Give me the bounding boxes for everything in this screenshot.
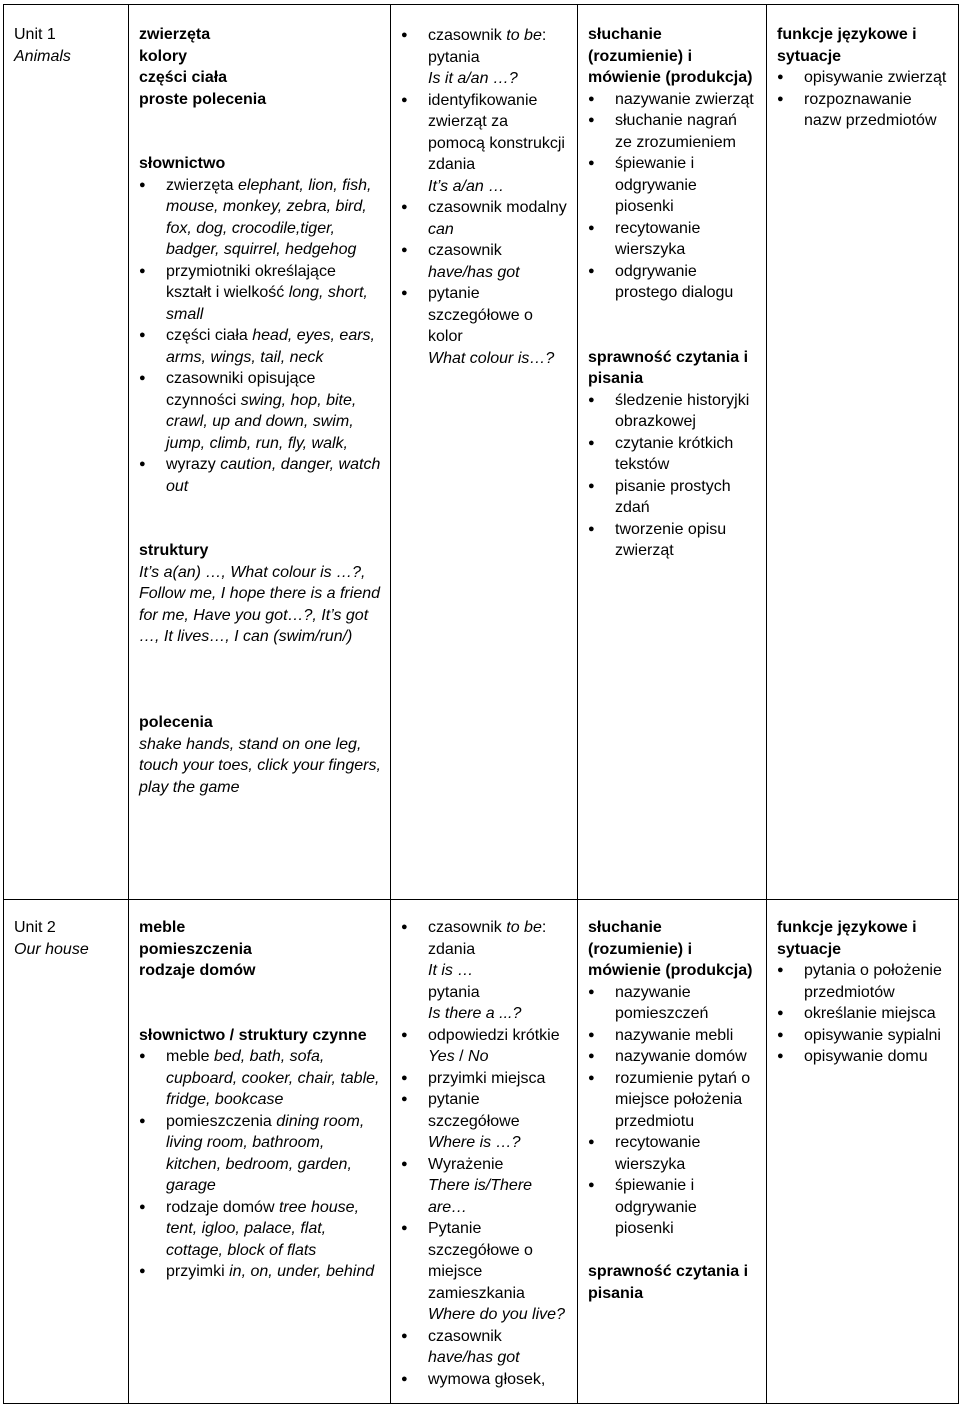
topic-1: meble bbox=[139, 919, 186, 936]
skill-item: ● nazywanie domów bbox=[588, 1046, 758, 1068]
skills-list-reading bbox=[588, 390, 758, 562]
grammar-item: ● czasownik to be: pytania Is it a/an …? bbox=[401, 25, 569, 90]
vocab-list bbox=[139, 1046, 382, 1283]
skill-item: ● rozumienie pytań o miejsce położenia przedmiotu bbox=[588, 1068, 758, 1133]
topic-2: kolory bbox=[139, 47, 188, 65]
skill-item: ● nazywanie mebli bbox=[588, 1025, 758, 1047]
unit-2-title: Our house bbox=[14, 940, 89, 958]
grammar-list bbox=[401, 25, 569, 369]
skills-list-listening bbox=[588, 982, 758, 1240]
unit-2-functions-cell bbox=[767, 900, 959, 1404]
vocab-heading: słownictwo / struktury czynne bbox=[139, 1026, 367, 1044]
commands-heading: polecenia bbox=[139, 714, 213, 731]
vocab-item: ● przymiotniki określające kształt i wielkość long, short, small bbox=[139, 261, 382, 326]
unit-1-functions-cell bbox=[767, 5, 959, 900]
skill-item: ● pisanie prostych zdań bbox=[588, 476, 758, 519]
vocab-item: ● meble bed, bath, sofa, cupboard, cooker, chair, table, fridge, bookcase bbox=[139, 1046, 382, 1111]
unit-1-grammar-cell bbox=[391, 5, 578, 900]
skill-item: ● recytowanie wierszyka bbox=[588, 1132, 758, 1175]
functions-heading: funkcje językowe i sytuacje bbox=[777, 26, 917, 65]
grammar-item: ● czasownik have/has got bbox=[401, 1326, 569, 1369]
unit-2-vocabulary-cell bbox=[129, 900, 391, 1404]
skills-heading-listening: słuchanie (rozumienie) i mówienie (produkcja) bbox=[588, 919, 753, 979]
functions-heading: funkcje językowe i sytuacje bbox=[777, 919, 917, 958]
function-item: ● opisywanie sypialni bbox=[777, 1025, 950, 1047]
unit-1-number: Unit 1 bbox=[14, 26, 56, 43]
structures-text: It’s a(an) …, What colour is …?, Follow me, I hope there is a friend for me, Have you got…?, It’s got …, It lives…, I can (swim/run/) bbox=[139, 563, 381, 645]
unit-2-number: Unit 2 bbox=[14, 919, 56, 936]
functions-list bbox=[777, 960, 950, 1068]
function-item: ● pytania o położenie przedmiotów bbox=[777, 960, 950, 1003]
grammar-item: ● Pytanie szczegółowe o miejsce zamieszkania Where do you live? bbox=[401, 1218, 569, 1326]
grammar-item: ● przyimki miejsca bbox=[401, 1068, 569, 1090]
skills-heading-reading: sprawność czytania i pisania bbox=[588, 1263, 749, 1302]
unit-2-grammar-cell bbox=[391, 900, 578, 1404]
grammar-item: ● pytanie szczegółowe o kolor What colour is…? bbox=[401, 283, 569, 369]
function-item: ● rozpoznawanie nazw przedmiotów bbox=[777, 89, 950, 132]
vocab-list bbox=[139, 175, 382, 498]
grammar-item: ● Wyrażenie There is/There are… bbox=[401, 1154, 569, 1219]
skill-item: ● odgrywanie prostego dialogu bbox=[588, 261, 758, 304]
vocab-item: ● zwierzęta elephant, lion, fish, mouse, monkey, zebra, bird, fox, dog, crocodile,tiger, badger, squirrel, hedgehog bbox=[139, 175, 382, 261]
topic-4: proste polecenia bbox=[139, 90, 267, 108]
unit-2-skills-cell bbox=[578, 900, 767, 1404]
vocab-heading: słownictwo bbox=[139, 155, 226, 172]
vocab-item: ● części ciała head, eyes, ears, arms, wings, tail, neck bbox=[139, 325, 382, 368]
topic-3: części ciała bbox=[139, 69, 228, 86]
skill-item: ● czytanie krótkich tekstów bbox=[588, 433, 758, 476]
topic-2: pomieszczenia bbox=[139, 940, 252, 958]
unit-2-title-cell bbox=[4, 900, 129, 1404]
unit-1-title-cell bbox=[4, 5, 129, 900]
vocab-item: ● przyimki in, on, under, behind bbox=[139, 1261, 382, 1283]
skill-item: ● tworzenie opisu zwierząt bbox=[588, 519, 758, 562]
unit-row-2 bbox=[4, 900, 959, 1404]
function-item: ● opisywanie zwierząt bbox=[777, 67, 950, 89]
skill-item: ● nazywanie pomieszczeń bbox=[588, 982, 758, 1025]
grammar-item: ● wymowa głosek, bbox=[401, 1369, 569, 1391]
structures-heading: struktury bbox=[139, 542, 209, 559]
function-item: ● opisywanie domu bbox=[777, 1046, 950, 1068]
unit-1-title: Animals bbox=[14, 47, 71, 65]
vocab-item: ● wyrazy caution, danger, watch out bbox=[139, 454, 382, 497]
skill-item: ● śpiewanie i odgrywanie piosenki bbox=[588, 153, 758, 218]
skill-item: ● recytowanie wierszyka bbox=[588, 218, 758, 261]
skills-list-listening bbox=[588, 89, 758, 304]
grammar-item: ● czasownik have/has got bbox=[401, 240, 569, 283]
topic-1: zwierzęta bbox=[139, 26, 211, 43]
unit-1-vocabulary-cell bbox=[129, 5, 391, 900]
skill-item: ● słuchanie nagrań ze zrozumieniem bbox=[588, 110, 758, 153]
vocab-item: ● czasowniki opisujące czynności swing, hop, bite, crawl, up and down, swim, jump, climb, run, fly, walk, bbox=[139, 368, 382, 454]
grammar-item: ● czasownik to be: zdania It is … pytania Is there a ...? bbox=[401, 917, 569, 1025]
commands-text: shake hands, stand on one leg, touch your toes, click your fingers, play the game bbox=[139, 735, 381, 796]
function-item: ● określanie miejsca bbox=[777, 1003, 950, 1025]
grammar-item: ● identyfikowanie zwierząt za pomocą konstrukcji zdania It’s a/an … bbox=[401, 90, 569, 198]
grammar-list bbox=[401, 917, 569, 1390]
skill-item: ● nazywanie zwierząt bbox=[588, 89, 758, 111]
skill-item: ● śpiewanie i odgrywanie piosenki bbox=[588, 1175, 758, 1240]
skills-heading-listening: słuchanie (rozumienie) i mówienie (produkcja) bbox=[588, 26, 753, 86]
grammar-item: ● czasownik modalny can bbox=[401, 197, 569, 240]
skills-heading-reading: sprawność czytania i pisania bbox=[588, 348, 749, 387]
unit-row-1 bbox=[4, 5, 959, 900]
vocab-item: ● pomieszczenia dining room, living room, bathroom, kitchen, bedroom, garden, garage bbox=[139, 1111, 382, 1197]
grammar-item: ● pytanie szczegółowe Where is …? bbox=[401, 1089, 569, 1154]
functions-list bbox=[777, 67, 950, 132]
skill-item: ● śledzenie historyjki obrazkowej bbox=[588, 390, 758, 433]
curriculum-table bbox=[3, 4, 959, 1404]
vocab-item: ● rodzaje domów tree house, tent, igloo, palace, flat, cottage, block of flats bbox=[139, 1197, 382, 1262]
grammar-item: ● odpowiedzi krótkie Yes / No bbox=[401, 1025, 569, 1068]
unit-1-skills-cell bbox=[578, 5, 767, 900]
topic-3: rodzaje domów bbox=[139, 962, 256, 979]
